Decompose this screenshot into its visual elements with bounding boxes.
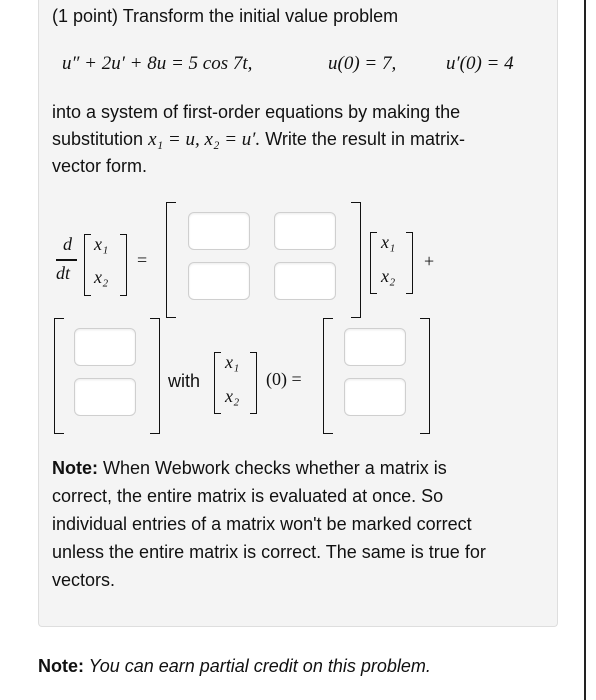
equals-sign: =	[137, 250, 148, 270]
note-line-5: vectors.	[52, 570, 116, 590]
vector-x1-2: x₁	[381, 232, 396, 252]
vector-x2: x₂	[94, 267, 109, 287]
partial-credit-note	[38, 656, 431, 677]
initial-condition-1: u(0) = 7,	[328, 53, 397, 74]
instruction-line-1: into a system of first-order equations by making the	[52, 102, 461, 122]
matrix-right-bracket	[351, 202, 361, 318]
problem-intro: (1 point) Transform the initial value problem	[52, 6, 399, 26]
footer-text: You can earn partial credit on this problem.	[84, 656, 431, 676]
initial-right-bracket	[420, 318, 430, 434]
ode-equation	[62, 50, 252, 78]
initial-left-bracket	[323, 318, 333, 434]
vector-x1: x₁	[94, 234, 109, 254]
ode-expression: u″ + 2u′ + 8u = 5 cos 7t,	[62, 53, 253, 74]
instruction-substitution-label: substitution	[52, 129, 144, 149]
matrix-entry-11[interactable]	[188, 212, 250, 250]
footer-label: Note:	[38, 656, 84, 676]
initial-condition-2: u′(0) = 4	[446, 53, 514, 74]
note-line-4: unless the entire matrix is correct. The same is true for	[52, 542, 486, 562]
matrix-entry-21[interactable]	[188, 262, 250, 300]
matrix-entry-12[interactable]	[274, 212, 336, 250]
instruction-line-2-tail: Write the result in matrix-	[265, 129, 465, 149]
initial-entry-2[interactable]	[344, 378, 406, 416]
instruction-line-3: vector form.	[52, 156, 148, 176]
derivative-dt: dt	[56, 263, 71, 283]
note-line-3: individual entries of a matrix won't be marked correct	[52, 514, 472, 534]
ic-vector-right-bracket	[250, 352, 257, 414]
plus-sign: +	[424, 251, 435, 271]
note-label: Note:	[52, 458, 98, 478]
forcing-right-bracket	[150, 318, 160, 434]
instruction-line-2	[52, 125, 465, 154]
right-edge-line	[584, 0, 586, 700]
forcing-entry-2[interactable]	[74, 378, 136, 416]
ic-vector-left-bracket	[214, 352, 221, 414]
forcing-entry-1[interactable]	[74, 328, 136, 366]
ic-vector-x2: x₂	[225, 386, 240, 406]
vector-x-right-bracket	[120, 234, 127, 296]
at-zero-equals: (0) =	[266, 369, 302, 389]
note-line-1: When Webwork checks whether a matrix is	[98, 458, 447, 478]
note-paragraph	[52, 454, 548, 594]
vector-x-left-bracket	[84, 234, 91, 296]
initial-entry-1[interactable]	[344, 328, 406, 366]
with-label: with	[168, 371, 201, 391]
note-line-2: correct, the entire matrix is evaluated at once. So	[52, 486, 444, 506]
matrix-left-bracket	[166, 202, 176, 318]
forcing-left-bracket	[54, 318, 64, 434]
vector-x2-2: x₂	[381, 266, 396, 286]
ic-vector-x1: x₁	[225, 352, 240, 372]
matrix-entry-22[interactable]	[274, 262, 336, 300]
derivative-d: d	[63, 234, 72, 254]
vector-x-right-bracket-2	[406, 232, 413, 294]
fraction-bar	[56, 259, 77, 261]
vector-x-left-bracket-2	[370, 232, 377, 294]
substitution-math: x₁ = u, x₂ = u′.	[148, 129, 261, 150]
